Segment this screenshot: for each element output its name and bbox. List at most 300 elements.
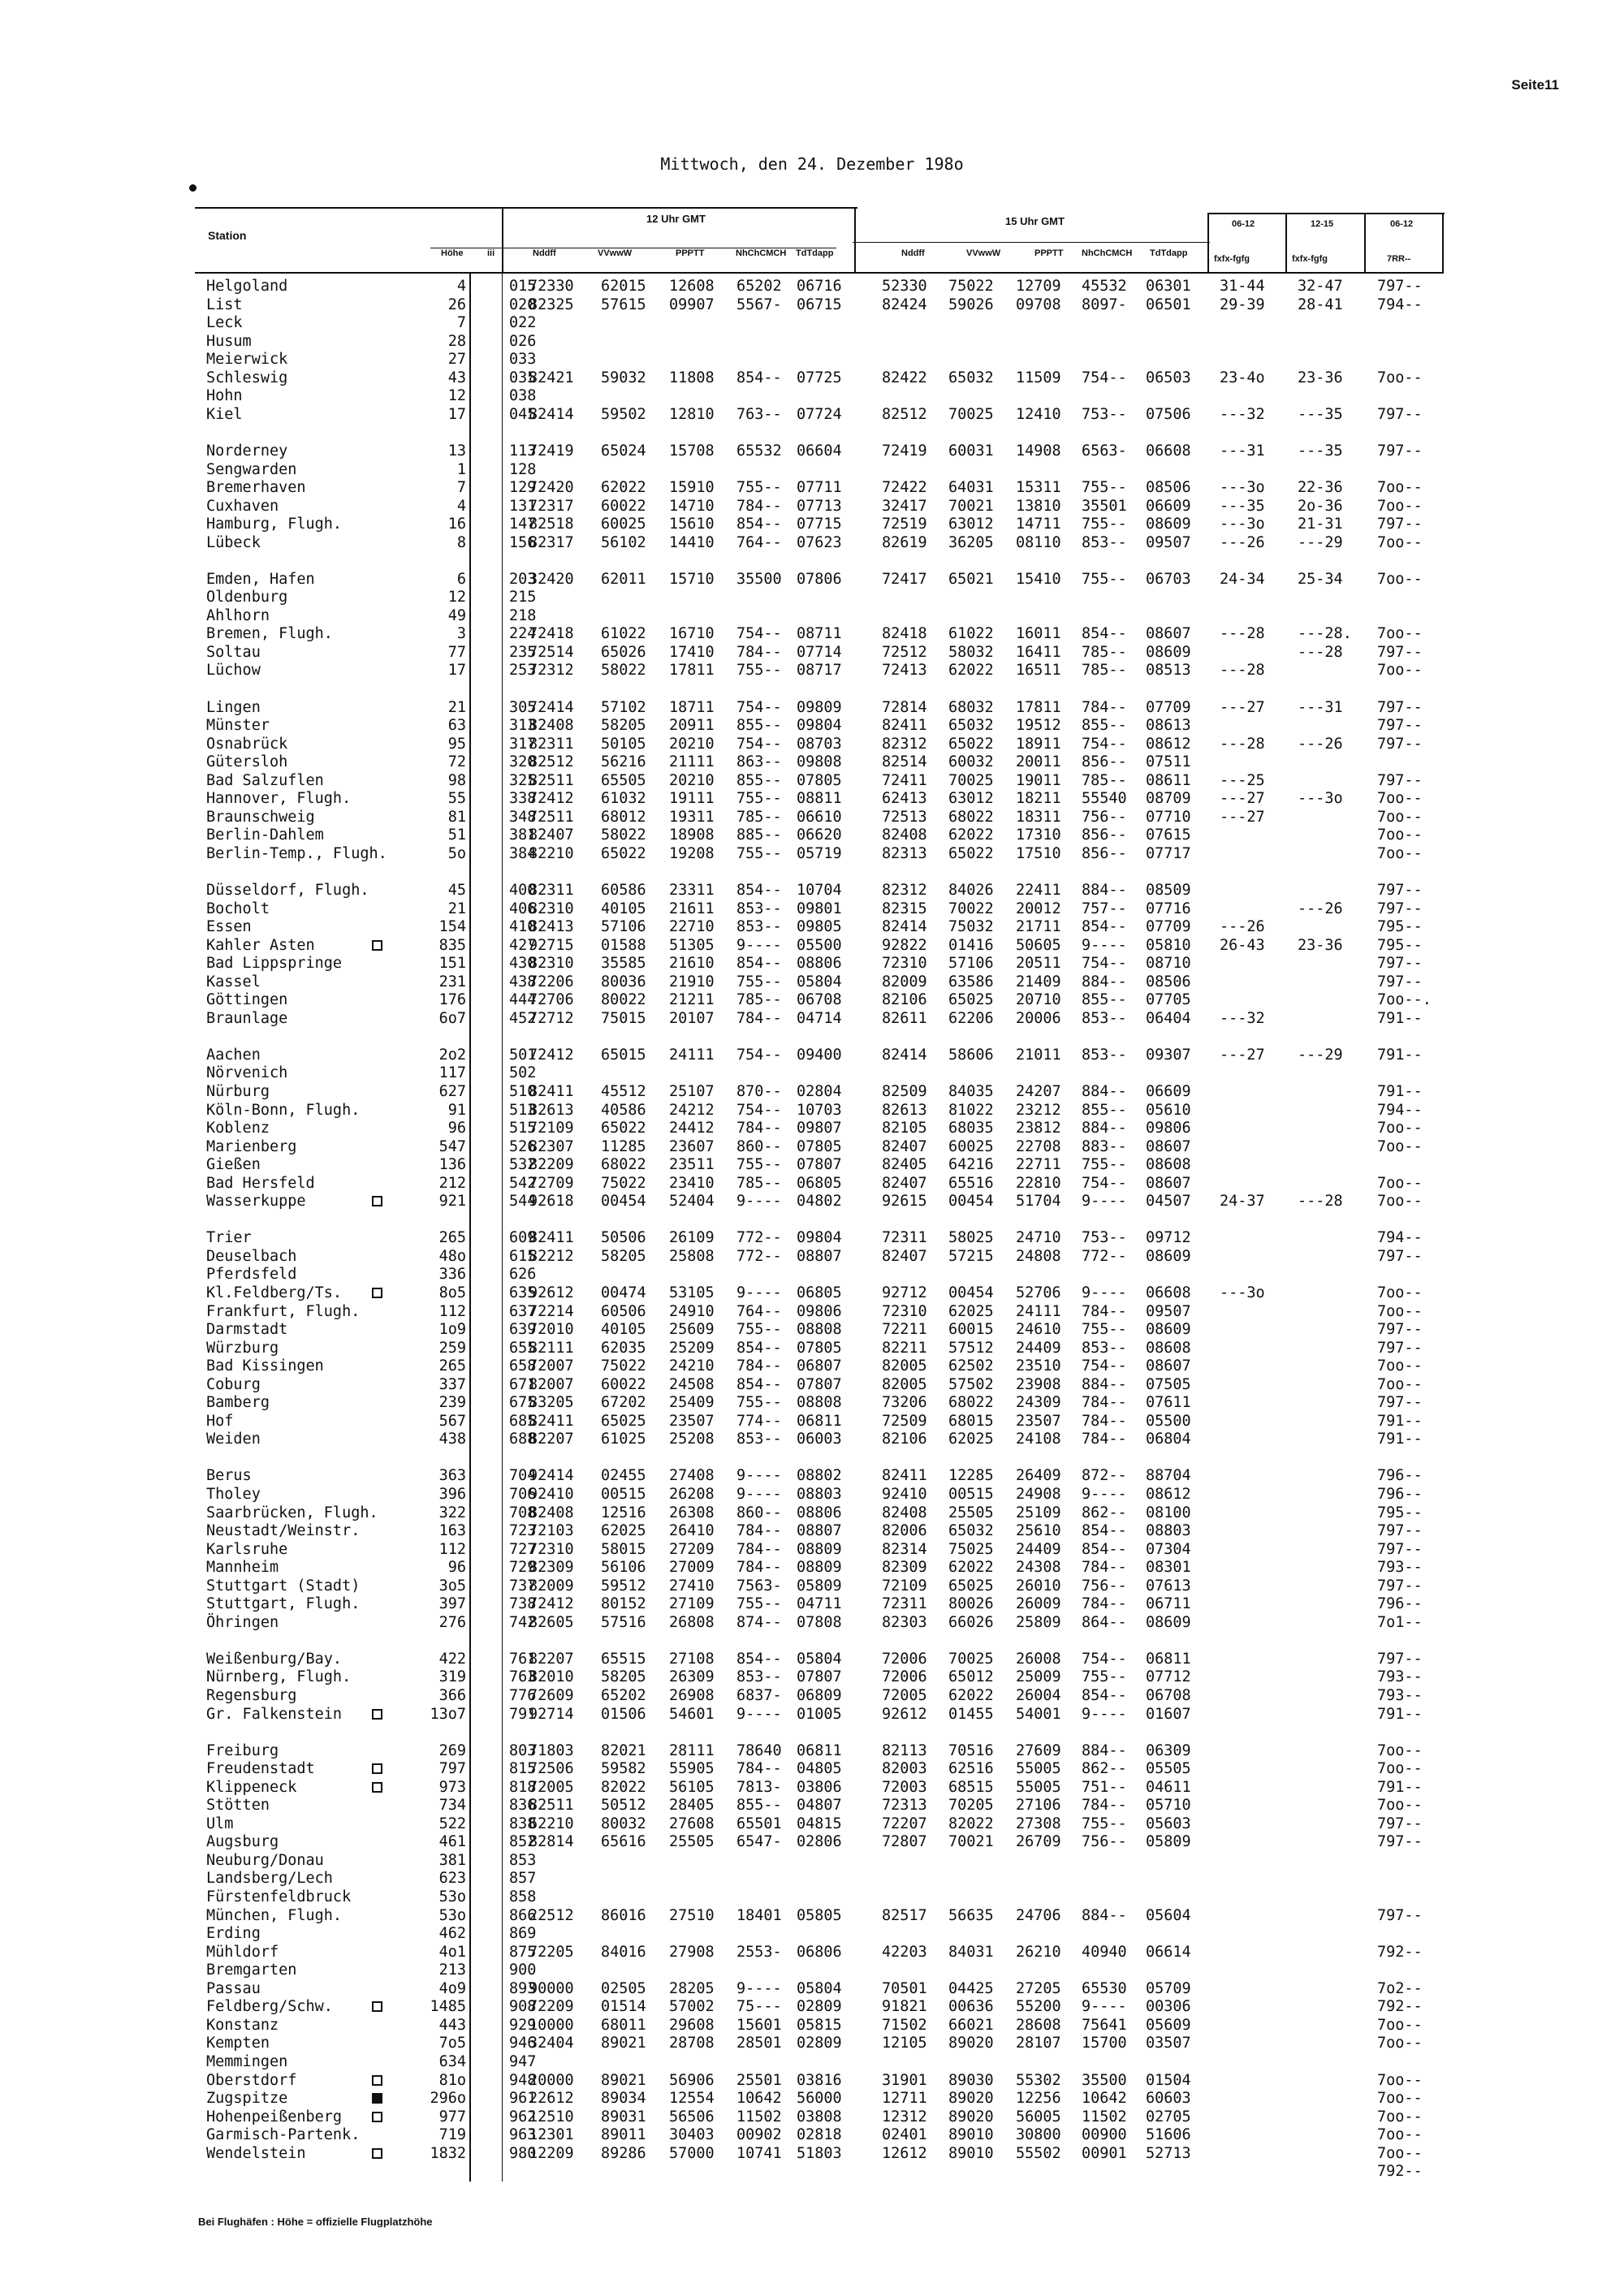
obs-15-cell: 57502 — [948, 1375, 994, 1393]
obs-12-cell: 14710 — [669, 497, 715, 515]
mountain-station-square-icon — [372, 1196, 382, 1206]
table-row — [0, 643, 1624, 662]
station-index: 218 — [509, 606, 537, 624]
precip-06-12: 797-- — [1377, 643, 1423, 661]
table-row — [0, 1558, 1624, 1577]
station-height: 4o9 — [438, 1979, 466, 1997]
table-row — [0, 2052, 1624, 2071]
table-row — [0, 1046, 1624, 1064]
station-index: 406 — [509, 900, 537, 917]
obs-12-cell: 24910 — [669, 1302, 715, 1320]
obs-12-cell: 07713 — [797, 497, 842, 515]
precip-06-12: 797-- — [1377, 1321, 1423, 1338]
precip-06-12: 7oo-- — [1377, 826, 1423, 844]
obs-15-cell: 07613 — [1146, 1577, 1191, 1595]
precip-06-12: 7oo-- — [1377, 1357, 1423, 1375]
obs-12-cell: 56216 — [601, 753, 646, 771]
obs-12-cell: 72514 — [529, 643, 574, 661]
obs-12-cell: 763-- — [736, 405, 782, 423]
obs-12-cell: 58205 — [601, 717, 646, 734]
obs-12-cell: 18711 — [669, 698, 715, 716]
obs-15-cell: 08301 — [1146, 1559, 1191, 1577]
mountain-station-square-icon — [372, 940, 382, 951]
obs-15-cell: 785-- — [1082, 662, 1127, 680]
obs-12-cell: 755-- — [736, 1394, 782, 1412]
obs-15-cell: 784-- — [1082, 1394, 1127, 1412]
obs-15-cell: 08612 — [1146, 735, 1191, 753]
station-height: 81o — [438, 2071, 466, 2089]
obs-12-cell: 21611 — [669, 900, 715, 917]
obs-15-cell: 65025 — [948, 991, 994, 1009]
station-height: 276 — [438, 1613, 466, 1631]
obs-12-cell: 860-- — [736, 1137, 782, 1155]
obs-15-cell: 51606 — [1146, 2126, 1191, 2144]
station-name: Berus — [206, 1467, 252, 1485]
obs-15-cell: 06309 — [1146, 1741, 1191, 1759]
station-name: Stuttgart, Flugh. — [206, 1595, 361, 1613]
gust-12-15: ---28 — [1298, 1193, 1343, 1211]
gust-06-12: 26-43 — [1220, 936, 1265, 954]
station-index: 858 — [509, 1888, 537, 1905]
station-index: 900 — [509, 1962, 537, 1979]
obs-12-cell: 07806 — [797, 570, 842, 588]
obs-12-cell: 06811 — [797, 1412, 842, 1430]
obs-12-cell: 82411 — [529, 1082, 574, 1100]
station-index: 866 — [509, 1906, 537, 1924]
obs-15-cell: 853-- — [1082, 1339, 1127, 1357]
obs-12-cell: 82010 — [529, 1668, 574, 1686]
obs-12-cell: 65501 — [736, 1815, 782, 1832]
station-name: Klippeneck — [206, 1778, 297, 1796]
station-height: 4 — [456, 278, 466, 295]
obs-12-cell: 23311 — [669, 881, 715, 899]
obs-12-cell: 755-- — [736, 790, 782, 808]
obs-12-cell: 07714 — [797, 643, 842, 661]
station-index: 542 — [509, 1174, 537, 1192]
obs-15-cell: 82411 — [882, 717, 927, 734]
station-height: 337 — [438, 1375, 466, 1393]
obs-15-cell: 56005 — [1016, 2108, 1061, 2126]
station-name: Cuxhaven — [206, 497, 279, 515]
station-name: München, Flugh. — [206, 1906, 343, 1924]
obs-15-cell: 12312 — [882, 2108, 927, 2126]
obs-12-cell: 56105 — [669, 1778, 715, 1796]
obs-12-cell: 90000 — [529, 1979, 574, 1997]
station-index: 430 — [509, 955, 537, 973]
precip-06-12: 797-- — [1377, 1906, 1423, 1924]
obs-15-cell: 62206 — [948, 1009, 994, 1027]
obs-12-cell: 9---- — [736, 1467, 782, 1485]
table-row — [0, 478, 1624, 497]
station-name: Schleswig — [206, 369, 288, 386]
obs-12-cell: 21910 — [669, 973, 715, 990]
table-row — [0, 1577, 1624, 1595]
obs-12-cell: 25208 — [669, 1431, 715, 1448]
obs-15-cell: 00900 — [1082, 2126, 1127, 2144]
station-height: 49 — [447, 606, 466, 624]
obs-15-cell: 57106 — [948, 955, 994, 973]
precip-06-12: 791-- — [1377, 1431, 1423, 1448]
obs-15-cell: 06609 — [1146, 497, 1191, 515]
obs-12-cell: 82613 — [529, 1101, 574, 1119]
obs-12-cell: 86016 — [601, 1906, 646, 1924]
obs-15-cell: 754-- — [1082, 1174, 1127, 1192]
gust-06-12: ---27 — [1220, 698, 1265, 716]
obs-12-cell: 14410 — [669, 533, 715, 551]
station-height: 734 — [438, 1797, 466, 1815]
obs-15-cell: 21711 — [1016, 918, 1061, 935]
obs-12-cell: 60506 — [601, 1302, 646, 1320]
obs-15-cell: 82022 — [948, 1815, 994, 1832]
table-row — [0, 1485, 1624, 1504]
obs-12-cell: 72010 — [529, 1321, 574, 1338]
obs-12-cell: 65022 — [601, 844, 646, 862]
obs-12-cell: 860-- — [736, 1504, 782, 1521]
obs-12-cell: 04714 — [797, 1009, 842, 1027]
obs-12-cell: 07715 — [797, 516, 842, 533]
table-row — [0, 1869, 1624, 1888]
obs-12-cell: 18401 — [736, 1906, 782, 1924]
station-index: 704 — [509, 1467, 537, 1485]
station-height: 396 — [438, 1485, 466, 1503]
station-name: Pferdsfeld — [206, 1266, 297, 1284]
obs-15-cell: 00306 — [1146, 1998, 1191, 2016]
obs-12-cell: 07724 — [797, 405, 842, 423]
station-height: 547 — [438, 1137, 466, 1155]
station-name: Garmisch-Partenk. — [206, 2126, 361, 2144]
obs-15-cell: 62022 — [948, 1559, 994, 1577]
obs-15-cell: 05604 — [1146, 1906, 1191, 1924]
obs-15-cell: 60603 — [1146, 2090, 1191, 2107]
footnote: Bei Flughäfen : Höhe = offizielle Flugplatzhöhe — [198, 2216, 433, 2228]
obs-12-cell: 65022 — [601, 1120, 646, 1137]
obs-12-cell: 01005 — [797, 1705, 842, 1723]
obs-12-cell: 06003 — [797, 1431, 842, 1448]
obs-15-cell: 64031 — [948, 479, 994, 496]
obs-15-cell: 07705 — [1146, 991, 1191, 1009]
obs-15-cell: 26004 — [1016, 1686, 1061, 1704]
obs-15-cell: 755-- — [1082, 1156, 1127, 1174]
obs-15-cell: 55005 — [1016, 1760, 1061, 1778]
obs-12-cell: 02455 — [601, 1467, 646, 1485]
obs-15-cell: 82408 — [882, 1504, 927, 1521]
obs-12-cell: 7813- — [736, 1778, 782, 1796]
station-index: 729 — [509, 1559, 537, 1577]
obs-12-cell: 02809 — [797, 2035, 842, 2052]
col-15-vvwww: VVwwW — [966, 248, 1001, 258]
obs-15-cell: 08803 — [1146, 1522, 1191, 1539]
precip-06-12: 7o2-- — [1377, 1979, 1423, 1997]
obs-15-cell: 27205 — [1016, 1979, 1061, 1997]
table-row — [0, 1997, 1624, 2016]
obs-15-cell: 09712 — [1146, 1229, 1191, 1247]
table-row — [0, 1759, 1624, 1778]
obs-15-cell: 82314 — [882, 1540, 927, 1558]
obs-12-cell: 65616 — [601, 1833, 646, 1851]
obs-15-cell: 82407 — [882, 1174, 927, 1192]
obs-15-cell: 23510 — [1016, 1357, 1061, 1375]
precip-06-12: 797-- — [1377, 1540, 1423, 1558]
station-index: 325 — [509, 771, 537, 789]
station-name: Aachen — [206, 1046, 261, 1064]
obs-12-cell: 92618 — [529, 1193, 574, 1211]
station-name: Hannover, Flugh. — [206, 790, 352, 808]
obs-12-cell: 82511 — [529, 771, 574, 789]
station-index: 908 — [509, 1998, 537, 2016]
obs-15-cell: 92410 — [882, 1485, 927, 1503]
obs-12-cell: 58015 — [601, 1540, 646, 1558]
obs-15-cell: 9---- — [1082, 1705, 1127, 1723]
obs-15-cell: 03507 — [1146, 2035, 1191, 2052]
obs-12-cell: 71803 — [529, 1741, 574, 1759]
obs-15-cell: 755-- — [1082, 479, 1127, 496]
obs-15-cell: 55302 — [1016, 2071, 1061, 2089]
obs-12-cell: 82309 — [529, 1559, 574, 1577]
obs-15-cell: 10642 — [1082, 2090, 1127, 2107]
station-name: Bremen, Flugh. — [206, 625, 333, 643]
obs-12-cell: 56906 — [669, 2071, 715, 2089]
station-name: Karlsruhe — [206, 1540, 288, 1558]
obs-15-cell: 883-- — [1082, 1137, 1127, 1155]
station-index: 033 — [509, 351, 537, 369]
precip-06-12: 796-- — [1377, 1467, 1423, 1485]
obs-12-cell: 01588 — [601, 936, 646, 954]
obs-15-cell: 82512 — [882, 405, 927, 423]
obs-15-cell: 06614 — [1146, 1943, 1191, 1961]
gust-12-15: ---35 — [1298, 405, 1343, 423]
obs-12-cell: 89031 — [601, 2108, 646, 2126]
col-12-vvwww: VVwwW — [598, 248, 633, 258]
obs-12-cell: 854-- — [736, 1375, 782, 1393]
obs-12-cell: 15710 — [669, 570, 715, 588]
station-name: Marienberg — [206, 1137, 297, 1155]
table-row — [0, 1064, 1624, 1082]
obs-15-cell: 00901 — [1082, 2144, 1127, 2162]
obs-15-cell: 04611 — [1146, 1778, 1191, 1796]
obs-12-cell: 59582 — [601, 1760, 646, 1778]
station-name: Passau — [206, 1979, 261, 1997]
obs-15-cell: 89020 — [948, 2108, 994, 2126]
obs-15-cell: 60031 — [948, 442, 994, 460]
obs-15-cell: 25610 — [1016, 1522, 1061, 1539]
obs-12-cell: 05719 — [797, 844, 842, 862]
obs-15-cell: 82509 — [882, 1082, 927, 1100]
station-height: 259 — [438, 1339, 466, 1357]
obs-12-cell: 58022 — [601, 662, 646, 680]
station-index: 948 — [509, 2071, 537, 2089]
obs-12-cell: 23607 — [669, 1137, 715, 1155]
obs-15-cell: 08607 — [1146, 1357, 1191, 1375]
precip-06-12: 793-- — [1377, 1668, 1423, 1686]
station-name: Neustadt/Weinstr. — [206, 1522, 361, 1539]
precip-06-12: 7oo-- — [1377, 662, 1423, 680]
gust-12-15: ---26 — [1298, 735, 1343, 753]
precip-06-12: 797-- — [1377, 1815, 1423, 1832]
station-height: 51 — [447, 826, 466, 844]
obs-15-cell: 23212 — [1016, 1101, 1061, 1119]
table-row — [0, 1595, 1624, 1613]
station-name: Kl.Feldberg/Ts. — [206, 1284, 343, 1301]
obs-15-cell: 8097- — [1082, 296, 1127, 313]
obs-12-cell: 853-- — [736, 900, 782, 917]
obs-15-cell: 72422 — [882, 479, 927, 496]
station-height: 63 — [447, 717, 466, 734]
obs-15-cell: 06811 — [1146, 1650, 1191, 1668]
station-index: 838 — [509, 1815, 537, 1832]
obs-15-cell: 72310 — [882, 955, 927, 973]
obs-15-cell: 60025 — [948, 1137, 994, 1155]
station-index: 305 — [509, 698, 537, 716]
precip-06-12: 797-- — [1377, 1394, 1423, 1412]
obs-12-cell: 04805 — [797, 1760, 842, 1778]
station-index: 946 — [509, 2035, 537, 2052]
obs-12-cell: 12554 — [669, 2090, 715, 2107]
station-name: Darmstadt — [206, 1321, 288, 1338]
obs-12-cell: 9---- — [736, 1485, 782, 1503]
gust-12-15: 32-47 — [1298, 278, 1343, 295]
precip-06-12: 7oo-- — [1377, 369, 1423, 386]
precip-06-12: 7oo-- — [1377, 1760, 1423, 1778]
station-height: 91 — [447, 1101, 466, 1119]
station-index: 400 — [509, 881, 537, 899]
obs-15-cell: 784-- — [1082, 1797, 1127, 1815]
obs-15-cell: 06301 — [1146, 278, 1191, 295]
obs-15-cell: 82407 — [882, 1137, 927, 1155]
obs-15-cell: 08513 — [1146, 662, 1191, 680]
obs-15-cell: 58606 — [948, 1046, 994, 1064]
obs-15-cell: 884-- — [1082, 973, 1127, 990]
station-name: Weißenburg/Bay. — [206, 1650, 343, 1668]
station-name: Gießen — [206, 1156, 261, 1174]
obs-15-cell: 754-- — [1082, 735, 1127, 753]
table-row — [0, 606, 1624, 625]
station-height: 239 — [438, 1394, 466, 1412]
obs-15-cell: 08607 — [1146, 1137, 1191, 1155]
obs-15-cell: 65032 — [948, 717, 994, 734]
mountain-station-square-icon — [372, 2112, 382, 2122]
station-height: 921 — [438, 1193, 466, 1211]
obs-12-cell: 72214 — [529, 1302, 574, 1320]
obs-12-cell: 72712 — [529, 1009, 574, 1027]
station-name: Bad Lippspringe — [206, 955, 343, 973]
obs-15-cell: 63012 — [948, 790, 994, 808]
station-height: 7o5 — [438, 2035, 466, 2052]
station-name: List — [206, 296, 243, 313]
table-row — [0, 735, 1624, 753]
obs-15-cell: 40940 — [1082, 1943, 1127, 1961]
obs-12-cell: 9---- — [736, 1705, 782, 1723]
obs-15-cell: 18911 — [1016, 735, 1061, 753]
obs-12-cell: 72005 — [529, 1778, 574, 1796]
obs-12-cell: 56506 — [669, 2108, 715, 2126]
obs-12-cell: 72506 — [529, 1760, 574, 1778]
obs-15-cell: 00515 — [948, 1485, 994, 1503]
table-row — [0, 936, 1624, 955]
station-index: 317 — [509, 735, 537, 753]
station-index: 427 — [509, 936, 537, 954]
obs-15-cell: 68035 — [948, 1120, 994, 1137]
obs-12-cell: 01514 — [601, 1998, 646, 2016]
precip-06-12: 797-- — [1377, 1339, 1423, 1357]
obs-15-cell: 73206 — [882, 1394, 927, 1412]
obs-15-cell: 26210 — [1016, 1943, 1061, 1961]
obs-15-cell: 82003 — [882, 1760, 927, 1778]
obs-15-cell: 22708 — [1016, 1137, 1061, 1155]
obs-12-cell: 09801 — [797, 900, 842, 917]
obs-12-cell: 35500 — [736, 570, 782, 588]
obs-15-cell: 57512 — [948, 1339, 994, 1357]
station-height: 438 — [438, 1431, 466, 1448]
obs-15-cell: 08613 — [1146, 717, 1191, 734]
obs-15-cell: 07505 — [1146, 1375, 1191, 1393]
precip-06-12: 794-- — [1377, 1229, 1423, 1247]
obs-12-cell: 9---- — [736, 1979, 782, 1997]
obs-12-cell: 09809 — [797, 698, 842, 716]
obs-15-cell: 82312 — [882, 881, 927, 899]
table-row — [0, 296, 1624, 314]
obs-15-cell: 82113 — [882, 1741, 927, 1759]
obs-15-cell: 92615 — [882, 1193, 927, 1211]
station-name: Husum — [206, 332, 252, 350]
station-index: 639 — [509, 1321, 537, 1338]
obs-12-cell: 72317 — [529, 497, 574, 515]
obs-15-cell: 65530 — [1082, 1979, 1127, 1997]
obs-12-cell: 12301 — [529, 2126, 574, 2144]
obs-12-cell: 6837- — [736, 1686, 782, 1704]
obs-15-cell: 65032 — [948, 369, 994, 386]
obs-12-cell: 92714 — [529, 1705, 574, 1723]
obs-12-cell: 00454 — [601, 1193, 646, 1211]
precip-06-12: 797-- — [1377, 1577, 1423, 1595]
obs-15-cell: 08609 — [1146, 1613, 1191, 1631]
obs-12-cell: 17410 — [669, 643, 715, 661]
table-row — [0, 1540, 1624, 1559]
obs-15-cell: 06608 — [1146, 1284, 1191, 1301]
table-row — [0, 1265, 1624, 1284]
obs-12-cell: 82212 — [529, 1247, 574, 1265]
station-name: Augsburg — [206, 1833, 279, 1851]
obs-12-cell: 27608 — [669, 1815, 715, 1832]
obs-15-cell: 08709 — [1146, 790, 1191, 808]
obs-12-cell: 19208 — [669, 844, 715, 862]
obs-15-cell: 25809 — [1016, 1613, 1061, 1631]
station-name: Nürburg — [206, 1082, 270, 1100]
station-index: 502 — [509, 1064, 537, 1082]
station-name: Nürnberg, Flugh. — [206, 1668, 352, 1686]
obs-12-cell: 82411 — [529, 1412, 574, 1430]
obs-12-cell: 05804 — [797, 973, 842, 990]
precip-06-12: 795-- — [1377, 936, 1423, 954]
obs-12-cell: 08808 — [797, 1321, 842, 1338]
table-row — [0, 350, 1624, 369]
obs-15-cell: 89020 — [948, 2035, 994, 2052]
obs-12-cell: 854-- — [736, 1650, 782, 1668]
station-name: Hamburg, Flugh. — [206, 516, 343, 533]
gust-12-15: 21-31 — [1298, 516, 1343, 533]
gust-06-12: ---27 — [1220, 790, 1265, 808]
obs-15-cell: 82418 — [882, 625, 927, 643]
station-name: Koblenz — [206, 1120, 270, 1137]
table-row — [0, 1357, 1624, 1375]
obs-12-cell: 72420 — [529, 479, 574, 496]
obs-15-cell: 60015 — [948, 1321, 994, 1338]
station-name: Essen — [206, 918, 252, 935]
station-index: 501 — [509, 1046, 537, 1064]
obs-12-cell: 784-- — [736, 1522, 782, 1539]
obs-12-cell: 07807 — [797, 1156, 842, 1174]
station-height: 163 — [438, 1522, 466, 1539]
obs-15-cell: 26409 — [1016, 1467, 1061, 1485]
